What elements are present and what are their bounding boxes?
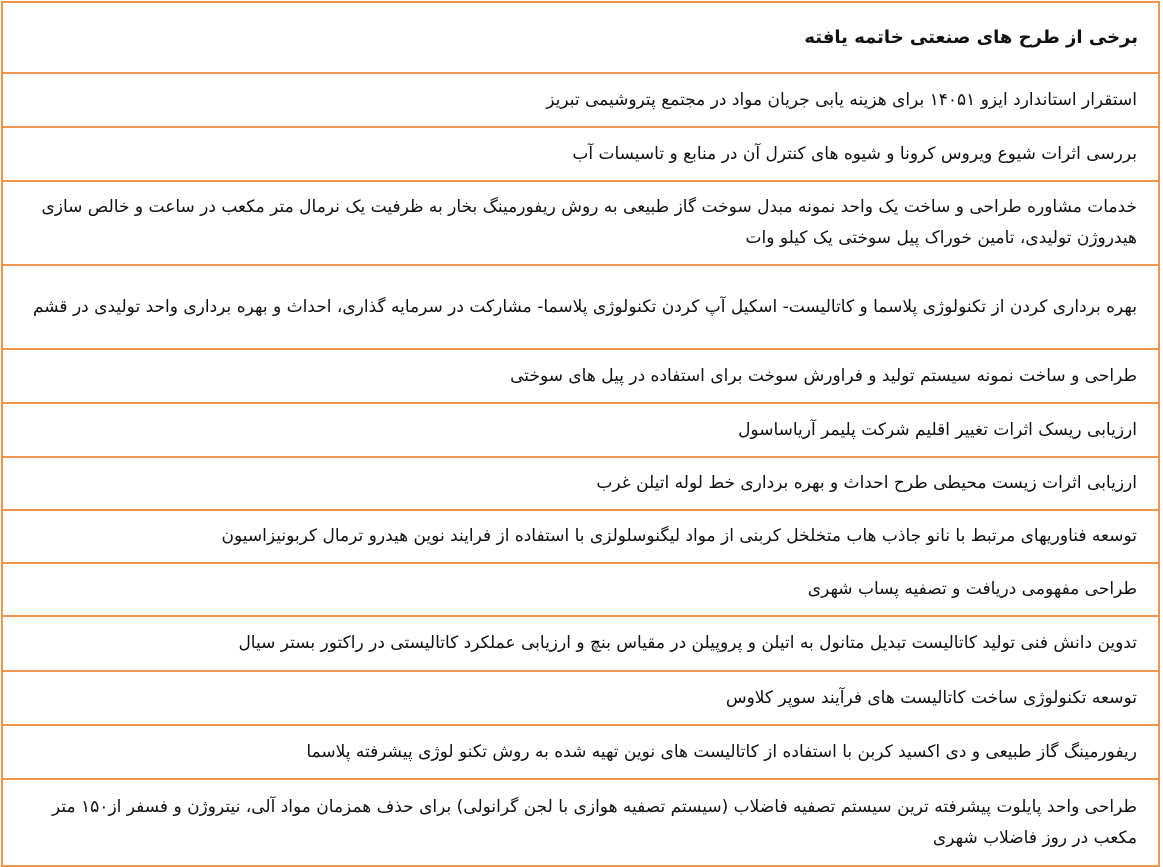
table-row bbox=[3, 128, 1158, 182]
table-row bbox=[3, 672, 1158, 726]
table-row bbox=[3, 780, 1158, 865]
table-row bbox=[3, 726, 1158, 780]
table-row-text: طراحی و ساخت نمونه سیستم تولید و فراورش سوخت برای استفاده در پیل های سوختی bbox=[510, 365, 1137, 386]
completed-projects-table bbox=[1, 1, 1160, 867]
table-header-title: برخی از طرح های صنعتی خاتمه یافته bbox=[804, 27, 1138, 48]
table-row-text: توسعه فناوریهای مرتبط با نانو جاذب هاب متخلخل کربنی از مواد لیگنوسلولزی با استفاده از فرایند نوین هیدرو ترمال کربونیزاسیون bbox=[221, 526, 1137, 546]
table-row-text: ریفورمینگ گاز طبیعی و دی اکسید کربن با استفاده از کاتالیست های نوین تهیه شده به روش تکنو لوژی پیشرفته پلاسما bbox=[306, 741, 1137, 762]
table-row bbox=[3, 74, 1158, 128]
table-row-text: خدمات مشاوره طراحی و ساخت یک واحد نمونه مبدل سوخت گاز طبیعی به روش ریفورمینگ بخار به ظرفیت یک نرمال متر مکعب در ساعت و خالص سازی هیدروژن تولیدی، تامین خوراک پیل سوختی یک کیلو وات bbox=[41, 197, 1137, 248]
table-row-text: بهره برداری کردن از تکنولوژی پلاسما و کاتالیست- اسکیل آپ کردن تکنولوژی پلاسما- مشارکت در سرمایه گذاری، احداث و بهره برداری واحد تولیدی در قشم bbox=[32, 296, 1137, 317]
table-row bbox=[3, 511, 1158, 564]
table-row bbox=[3, 404, 1158, 458]
table-row-text: طراحی واحد پایلوت پیشرفته ترین سیستم تصفیه فاضلاب (سیستم تصفیه هوازی با لجن گرانولی) برای حذف همزمان مواد آلی، نیتروژن و فسفر از۱۵۰ متر مکعب در روز فاضلاب شهری bbox=[52, 796, 1137, 848]
table-row bbox=[3, 350, 1158, 404]
table-row bbox=[3, 458, 1158, 511]
table-row bbox=[3, 564, 1158, 617]
table-row-text: استقرار استاندارد ایزو ۱۴۰۵۱ برای هزینه یابی جریان مواد در مجتمع پتروشیمی تبریز bbox=[546, 89, 1137, 110]
table-row bbox=[3, 617, 1158, 672]
table-row-text: تدوین دانش فنی تولید کاتالیست تبدیل متانول به اتیلن و پروپیلن در مقیاس بنچ و ارزیابی عملکرد کاتالیستی در راکتور بستر سیال bbox=[238, 633, 1137, 653]
table-header bbox=[3, 3, 1158, 74]
table-row-text: ارزیابی اثرات زیست محیطی طرح احداث و بهره برداری خط لوله اتیلن غرب bbox=[596, 473, 1137, 493]
table-row bbox=[3, 266, 1158, 350]
table-row-text: طراحی مفهومی دریافت و تصفیه پساب شهری bbox=[807, 579, 1137, 599]
table-row-text: بررسی اثرات شیوع ویروس کرونا و شیوه های کنترل آن در منابع و تاسیسات آب bbox=[572, 143, 1137, 164]
table-row bbox=[3, 182, 1158, 266]
table-row-text: توسعه تکنولوژی ساخت کاتالیست های فرآیند سوپر کلاوس bbox=[725, 687, 1137, 708]
table-row-text: ارزیابی ریسک اثرات تغییر اقلیم شرکت پلیمر آریاساسول bbox=[738, 419, 1137, 440]
